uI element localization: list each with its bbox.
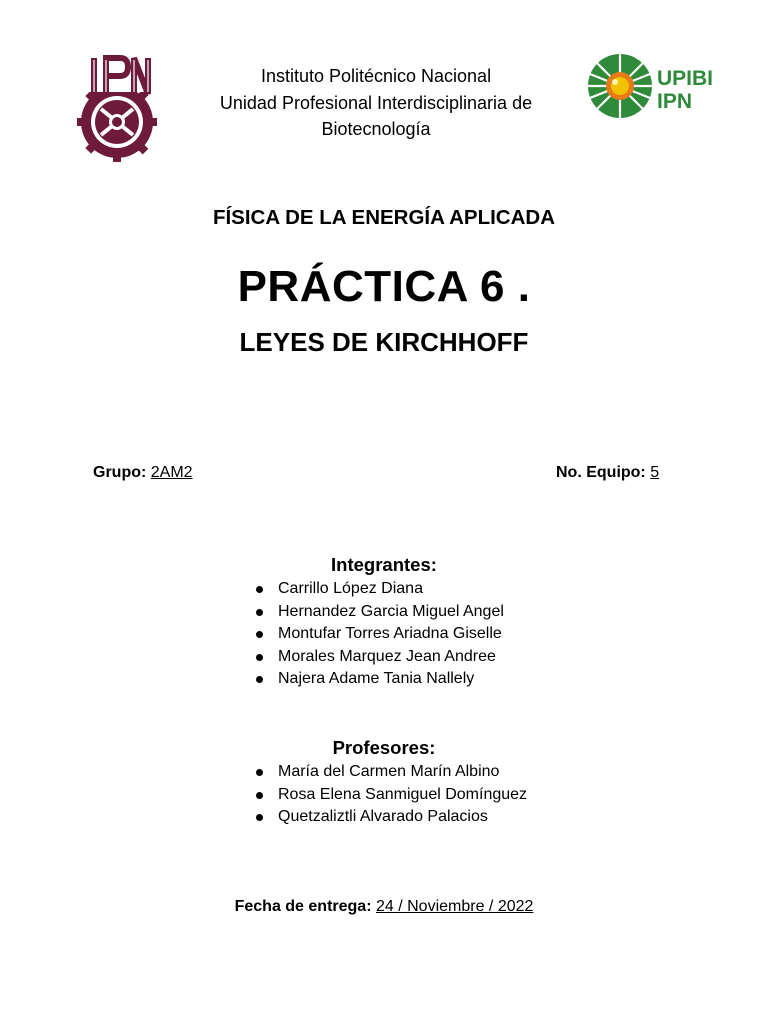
ipn-logo [76,54,158,166]
upibi-logo [584,52,724,124]
delivery-date [0,898,768,916]
list-item [254,806,527,829]
institution-line: Instituto Politécnico Nacional [260,66,492,86]
list-item [254,601,504,624]
delivery-label: Fecha de entrega: [234,898,372,915]
list-item [254,578,504,601]
group-label: Grupo: [93,464,147,481]
list-item [254,784,527,807]
practice-topic: LEYES DE KIRCHHOFF [239,327,529,357]
institution-line: Biotecnología [321,119,431,139]
professors-list [254,761,527,829]
member-name: Hernandez Garcia Miguel Angel [278,602,504,620]
list-item [254,623,504,646]
member-name: Montufar Torres Ariadna Giselle [278,625,502,643]
bullet-icon [256,654,263,661]
member-name: Morales Marquez Jean Andree [278,647,496,665]
list-item [254,668,504,691]
bullet-icon [256,769,263,776]
upibi-logo-subtext: IPN [657,90,693,113]
bullet-icon [256,676,263,683]
institution-line: Unidad Profesional Interdisciplinaria de [219,92,533,113]
list-item [254,646,504,669]
members-heading: Integrantes: [331,554,437,575]
bullet-icon [256,586,263,593]
delivery-value: 24 / Noviembre / 2022 [375,898,534,915]
team-field [556,464,659,482]
members-list [254,578,504,691]
institution-name [166,63,586,143]
subject-title: FÍSICA DE LA ENERGÍA APLICADA [212,206,556,229]
member-name: Najera Adame Tania Nallely [278,670,475,688]
professors-heading: Profesores: [332,737,436,758]
bullet-icon [256,814,263,821]
team-label: No. Equipo: [556,464,646,481]
list-item [254,761,527,784]
team-value: 5 [650,464,660,481]
member-name: Carrillo López Diana [278,580,423,597]
group-value: 2AM2 [150,464,193,481]
bullet-icon [256,609,263,616]
group-field [93,464,193,482]
upibi-logo-text: UPIBI [657,67,714,90]
professor-name: Quetzaliztli Alvarado Palacios [278,808,488,826]
bullet-icon [256,792,263,799]
bullet-icon [256,631,263,638]
practice-title: PRÁCTICA 6 . [237,262,531,311]
professor-name: María del Carmen Marín Albino [278,763,500,780]
professor-name: Rosa Elena Sanmiguel Domínguez [278,785,528,803]
